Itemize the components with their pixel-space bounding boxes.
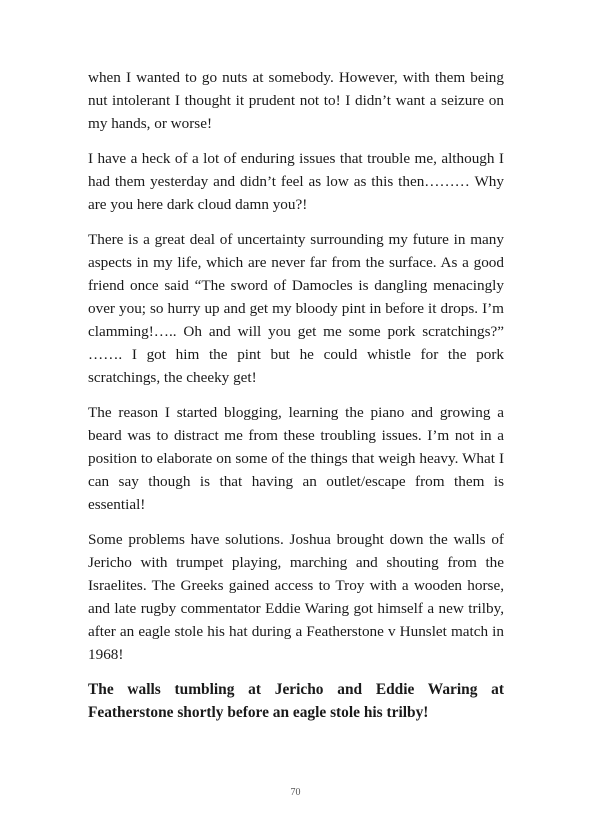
paragraph-1: when I wanted to go nuts at somebody. However, with them being nut intolerant I thought it prudent not to! I didn’t want a seizure on my hands, or worse! xyxy=(88,69,504,132)
paragraph-5: Some problems have solutions. Joshua brought down the walls of Jericho with trumpet playing, marching and shouting from the Israelites. The Greeks gained access to Troy with a wooden horse, and late rugby commentator Eddie Waring got himself a new trilby, after an eagle stole his hat during a Featherstone v Hunslet match in 1968! xyxy=(88,531,504,663)
paragraph-2: I have a heck of a lot of enduring issues that trouble me, although I had them yesterday and didn’t feel as low as this then……… Why are you here dark cloud damn you?! xyxy=(88,150,504,213)
paragraph-3: There is a great deal of uncertainty surrounding my future in many aspects in my life, which are never far from the surface. As a good friend once said “The sword of Damocles is dangling menacingly over you; so hurry up and get my bloody pint in before it drops. I’m clamming!….. Oh and will you get me some pork scratchings?” ……. I got him the pint but he could whistle for the pork scratchings, the cheeky get! xyxy=(88,231,504,386)
bold-caption: The walls tumbling at Jericho and Eddie Waring at Featherstone shortly before an eagle stole his trilby! xyxy=(88,681,504,721)
page-number: 70 xyxy=(290,787,301,798)
paragraph-4: The reason I started blogging, learning the piano and growing a beard was to distract me from these troubling issues. I’m not in a position to elaborate on some of the things that weigh heavy. What I can say though is that having an outlet/escape from them is essential! xyxy=(88,404,504,513)
body-text xyxy=(88,66,504,736)
